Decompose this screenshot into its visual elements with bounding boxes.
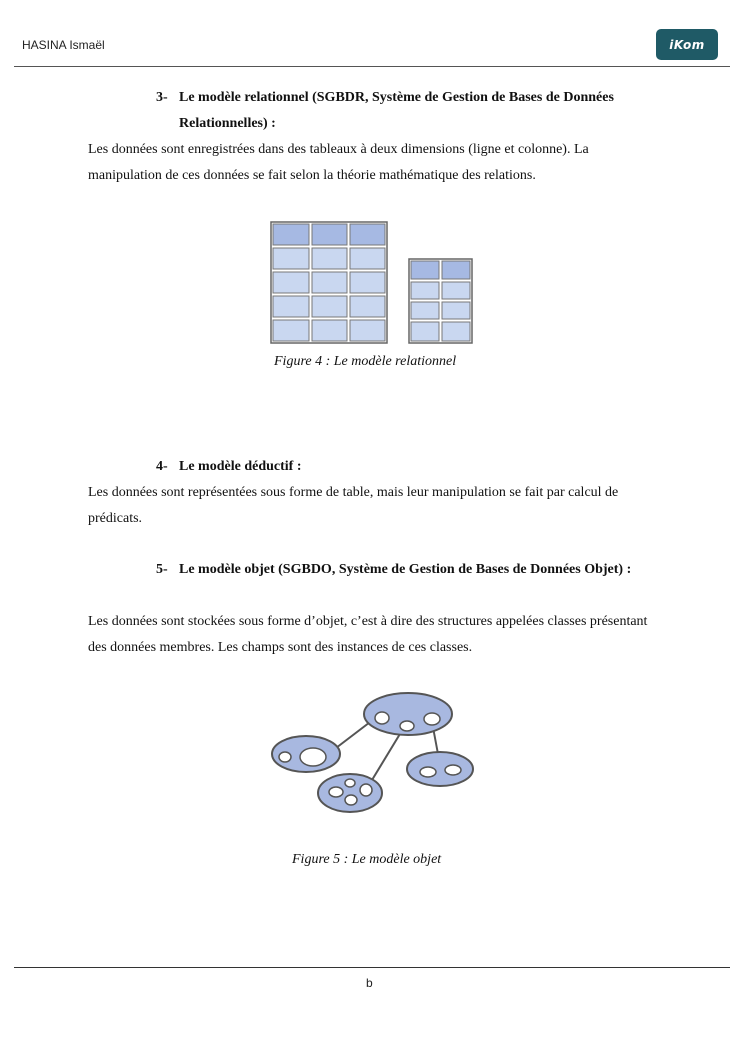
section-number: 5-: [156, 562, 168, 577]
logo: [656, 29, 718, 60]
section-heading-4: [156, 454, 649, 480]
section-body-4: Les données sont représentées sous forme de table, mais leur manipulation se fait par calcul de prédicats.: [88, 485, 619, 526]
section-title: Le modèle objet (SGBDO, Système de Gestion de Bases de Données Objet) :: [179, 562, 632, 577]
section-title: Le modèle déductif :: [179, 459, 302, 474]
object-top: [364, 693, 452, 735]
section-heading-5: [156, 557, 649, 583]
object-left: [272, 736, 340, 772]
section-title: Le modèle relationnel (SGBDR, Système de Gestion de Bases de Données Relationnelles) :: [179, 90, 614, 131]
section-body-5: Les données sont stockées sous forme d’objet, c’est à dire des structures appelées classes présentant des données membres. Les champs sont des instances de ces classes.: [88, 614, 648, 655]
large-table: [271, 222, 387, 343]
object-bottom: [318, 774, 382, 812]
figure-4-caption: Figure 4 : Le modèle relationnel: [274, 354, 457, 369]
relational-model-figure: [269, 220, 475, 346]
section-number: 3-: [156, 90, 168, 105]
object-model-figure: [268, 688, 478, 816]
header-divider: [14, 66, 730, 67]
object-right: [407, 752, 473, 786]
header-author: HASINA Ismaël: [22, 38, 105, 52]
logo-text: iKom: [669, 37, 705, 52]
figure-5-caption: Figure 5 : Le modèle objet: [292, 852, 442, 867]
footer-divider: [14, 967, 730, 968]
page-number: b: [366, 976, 373, 990]
section-number: 4-: [156, 459, 168, 474]
section-heading-3: [156, 85, 649, 137]
section-body-3: Les données sont enregistrées dans des tableaux à deux dimensions (ligne et colonne). La manipulation de ces données se fait selon la théorie mathématique des relations.: [88, 142, 589, 183]
small-table: [409, 259, 472, 343]
